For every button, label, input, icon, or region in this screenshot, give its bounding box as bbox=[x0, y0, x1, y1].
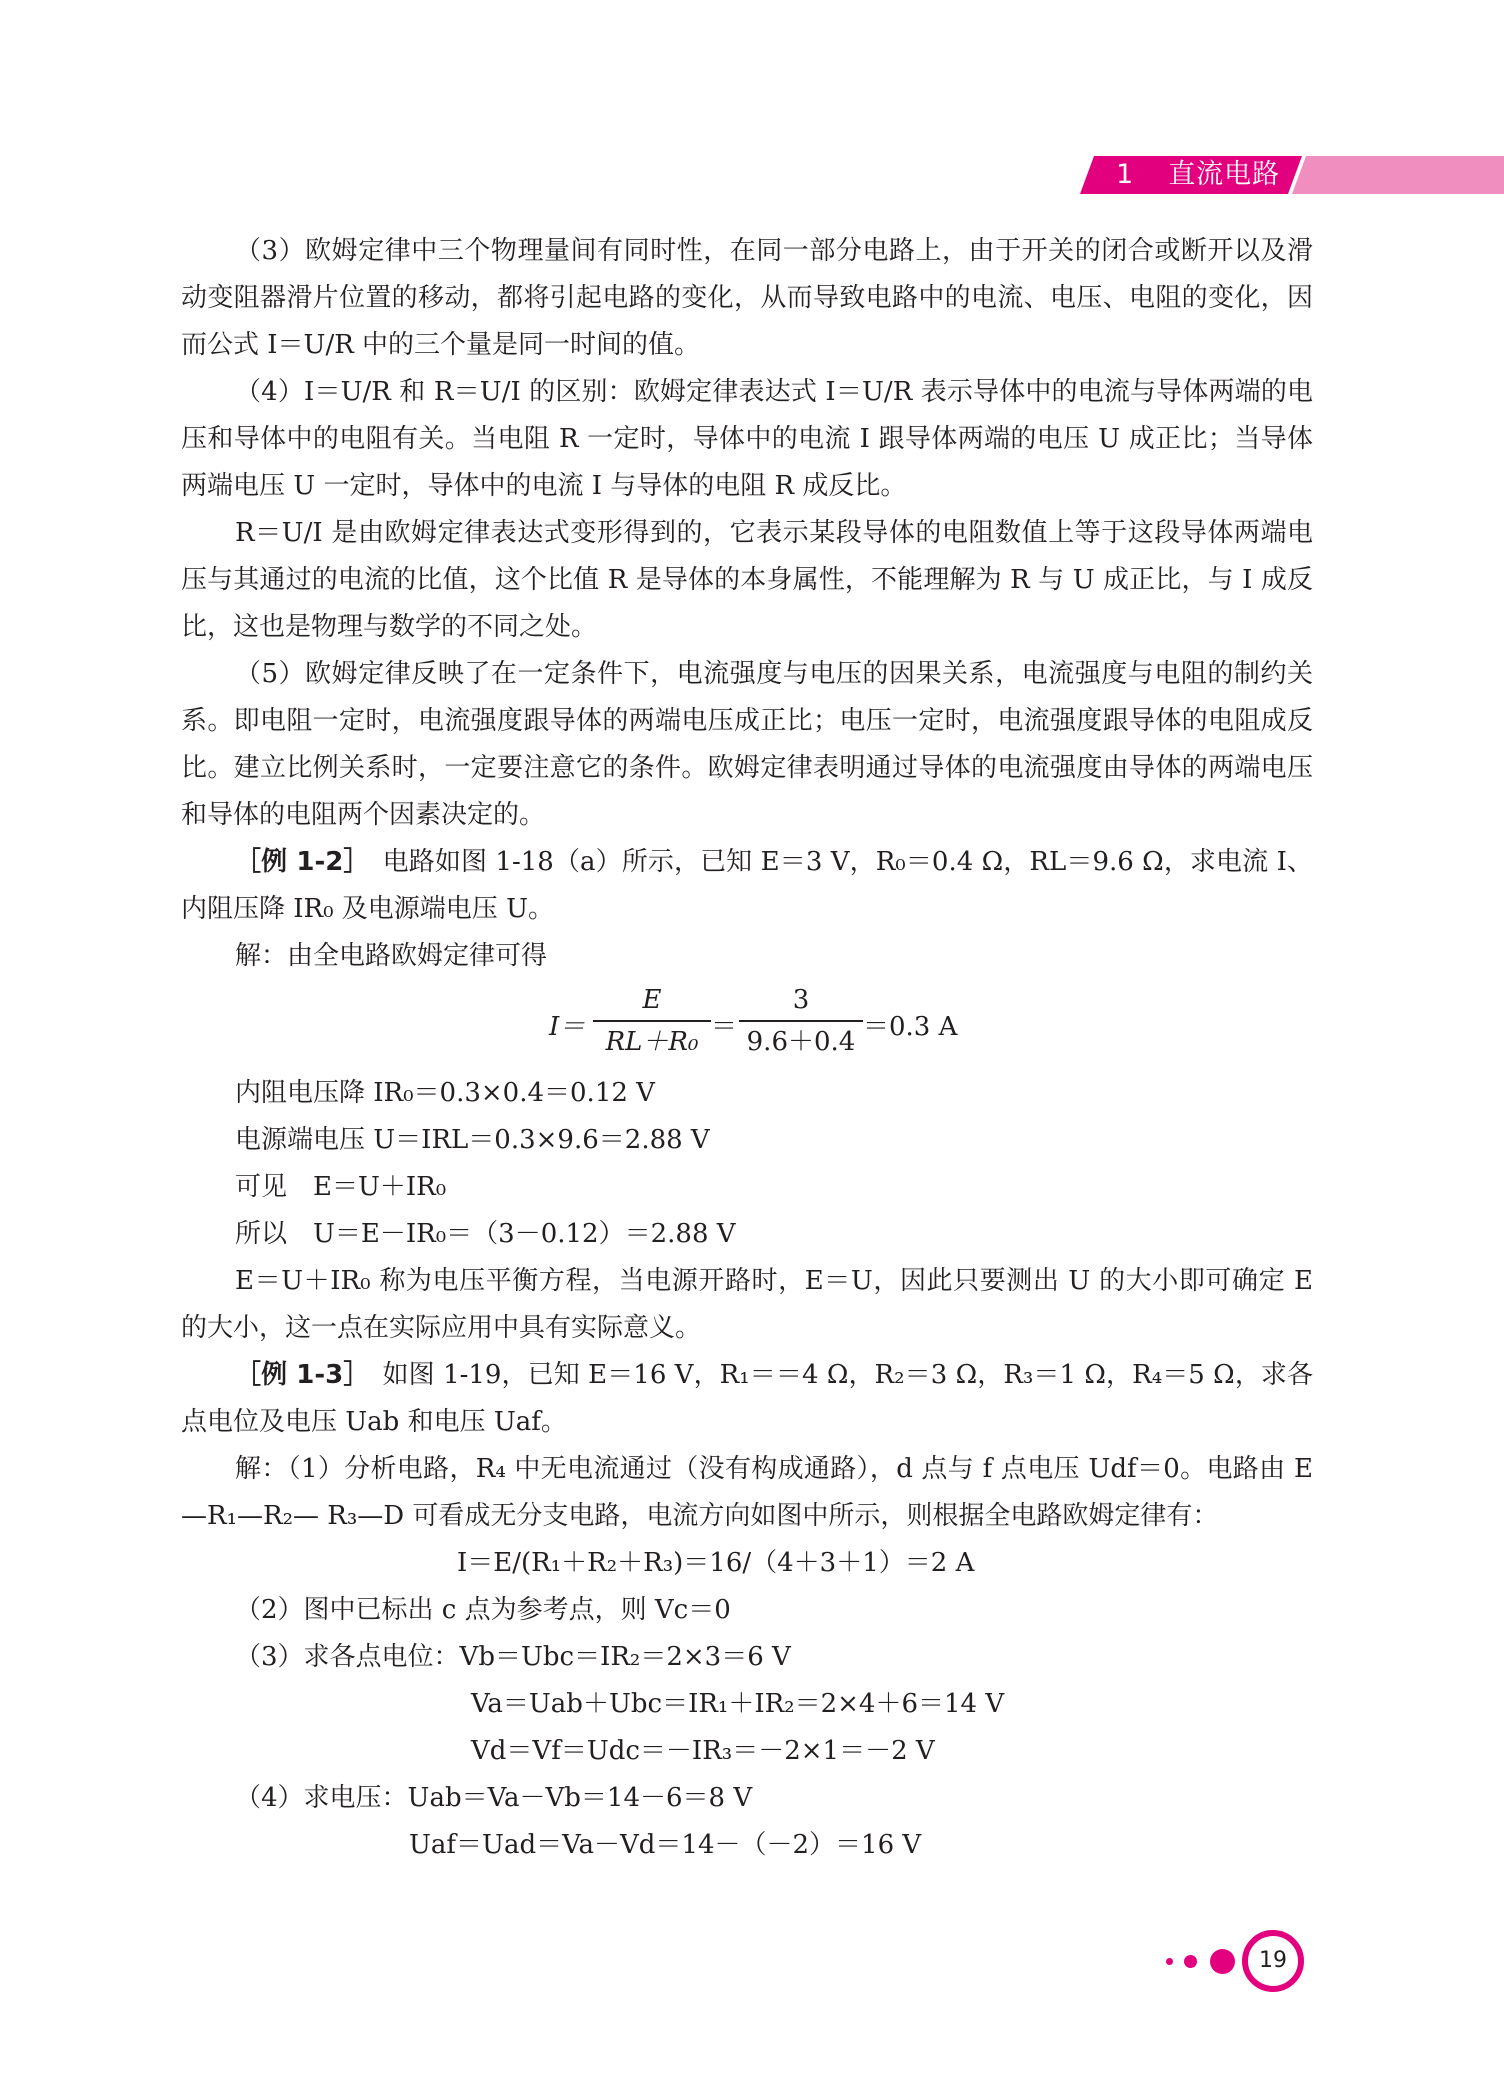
example-1-2-conclusion: E＝U＋IR₀ 称为电压平衡方程，当电源开路时，E＝U，因此只要测出 U 的大小即可确定 E 的大小，这一点在实际应用中具有实际意义。 bbox=[181, 1266, 1313, 1343]
example-1-2-problem bbox=[181, 839, 1313, 933]
page-number-badge bbox=[1158, 1924, 1318, 2004]
fraction-numeric bbox=[739, 980, 863, 1062]
chapter-name: 直流电路 bbox=[1168, 159, 1281, 190]
voltage-balance: 可见 E＝U＋IR₀ bbox=[235, 1172, 447, 1202]
current-formula: I＝E/(R₁＋R₂＋R₃)＝16/（4＋3＋1）＝2 A bbox=[457, 1548, 975, 1578]
paragraph-3: （3）欧姆定律中三个物理量间有同时性，在同一部分电路上，由于开关的闭合或断开以及滑动变阻器滑片位置的移动，都将引起电路的变化，从而导致电路中的电流、电压、电阻的变化，因而公式 I＝U/R 中的三个量是同一时间的值。 bbox=[181, 236, 1313, 360]
page-number: 19 bbox=[1242, 1930, 1304, 1992]
voltage-uaf: Uaf＝Uad＝Va－Vd＝14－（－2）＝16 V bbox=[409, 1830, 922, 1860]
chapter-number: 1 bbox=[1116, 159, 1135, 190]
example-1-3-text: 如图 1-19，已知 E＝16 V，R₁＝＝4 Ω，R₂＝3 Ω，R₃＝1 Ω，R₄＝5 Ω，求各点电位及电压 Uab 和电压 Uaf。 bbox=[181, 1360, 1313, 1437]
paragraph-4: （4）I＝U/R 和 R＝U/I 的区别：欧姆定律表达式 I＝U/R 表示导体中的电流与导体两端的电压和导体中的电阻有关。当电阻 R 一定时，导体中的电流 I 跟导体两端的电压 U 成正比；当导体两端电压 U 一定时，导体中的电流 I 与导体的电阻 R 成反比。 bbox=[181, 377, 1313, 501]
terminal-voltage: 电源端电压 U＝IRL＝0.3×9.6＝2.88 V bbox=[235, 1125, 710, 1155]
example-1-2-text: 电路如图 1-18（a）所示，已知 E＝3 V，R₀＝0.4 Ω，RL＝9.6 Ω，求电流 I、内阻压降 IR₀ 及电源端电压 U。 bbox=[181, 847, 1313, 924]
paragraph-4-continued: R＝U/I 是由欧姆定律表达式变形得到的，它表示某段导体的电阻数值上等于这段导体两端电压与其通过的电流的比值，这个比值 R 是导体的本身属性，不能理解为 R 与 U 成正比，与 I 成反比，这也是物理与数学的不同之处。 bbox=[181, 518, 1313, 642]
example-1-3-label: ［例 1-3］ bbox=[235, 1360, 357, 1390]
fraction-2-denominator: 9.6＋0.4 bbox=[746, 1027, 856, 1057]
example-1-2-solution-intro: 解：由全电路欧姆定律可得 bbox=[235, 941, 548, 971]
potential-vb: （3）求各点电位：Vb＝Ubc＝IR₂＝2×3＝6 V bbox=[235, 1642, 791, 1672]
fraction-1-numerator: E bbox=[642, 985, 662, 1015]
decor-dot-large bbox=[1210, 1949, 1235, 1974]
chapter-title bbox=[1116, 159, 1280, 191]
fraction-2-numerator: 3 bbox=[792, 985, 810, 1015]
internal-voltage-drop: 内阻电压降 IR₀＝0.3×0.4＝0.12 V bbox=[235, 1078, 655, 1108]
page-body bbox=[181, 228, 1313, 1869]
example-1-2-label: ［例 1-2］ bbox=[235, 847, 357, 877]
voltage-uab: （4）求电压：Uab＝Va－Vb＝14－6＝8 V bbox=[235, 1783, 753, 1813]
decor-dot-small bbox=[1166, 1958, 1173, 1965]
potential-vd: Vd＝Vf＝Udc＝－IR₃＝－2×1＝－2 V bbox=[471, 1736, 935, 1766]
therefore-line: 所以 U＝E－IR₀＝（3－0.12）＝2.88 V bbox=[235, 1219, 736, 1249]
example-1-3-step-2: （2）图中已标出 c 点为参考点，则 Vc＝0 bbox=[235, 1595, 731, 1625]
fraction-1-denominator: RL＋R₀ bbox=[605, 1027, 699, 1057]
formula-result: ＝0.3 A bbox=[863, 1012, 958, 1042]
example-1-3-problem bbox=[181, 1352, 1313, 1446]
example-1-3-step-1: 解：（1）分析电路，R₄ 中无电流通过（没有构成通路），d 点与 f 点电压 Udf＝0。电路由 E—R₁—R₂— R₃—D 可看成无分支电路，电流方向如图中所示，则根据全电路欧姆定律有： bbox=[181, 1454, 1313, 1531]
paragraph-5: （5）欧姆定律反映了在一定条件下，电流强度与电压的因果关系，电流强度与电阻的制约关系。即电阻一定时，电流强度跟导体的两端电压成正比；电压一定时，电流强度跟导体的电阻成反比。建立比例关系时，一定要注意它的条件。欧姆定律表明通过导体的电流强度由导体的两端电压和导体的电阻两个因素决定的。 bbox=[181, 659, 1313, 830]
ohm-law-formula: I＝ E RL＋R₀ ＝ 3 9.6＋0.4 ＝0.3 A bbox=[181, 980, 1313, 1070]
potential-va: Va＝Uab＋Ubc＝IR₁＋IR₂＝2×4＋6＝14 V bbox=[471, 1689, 1005, 1719]
formula-lhs: I＝ bbox=[549, 1012, 586, 1042]
fraction-e-over-r bbox=[593, 980, 711, 1062]
decor-dot-medium bbox=[1184, 1955, 1197, 1968]
